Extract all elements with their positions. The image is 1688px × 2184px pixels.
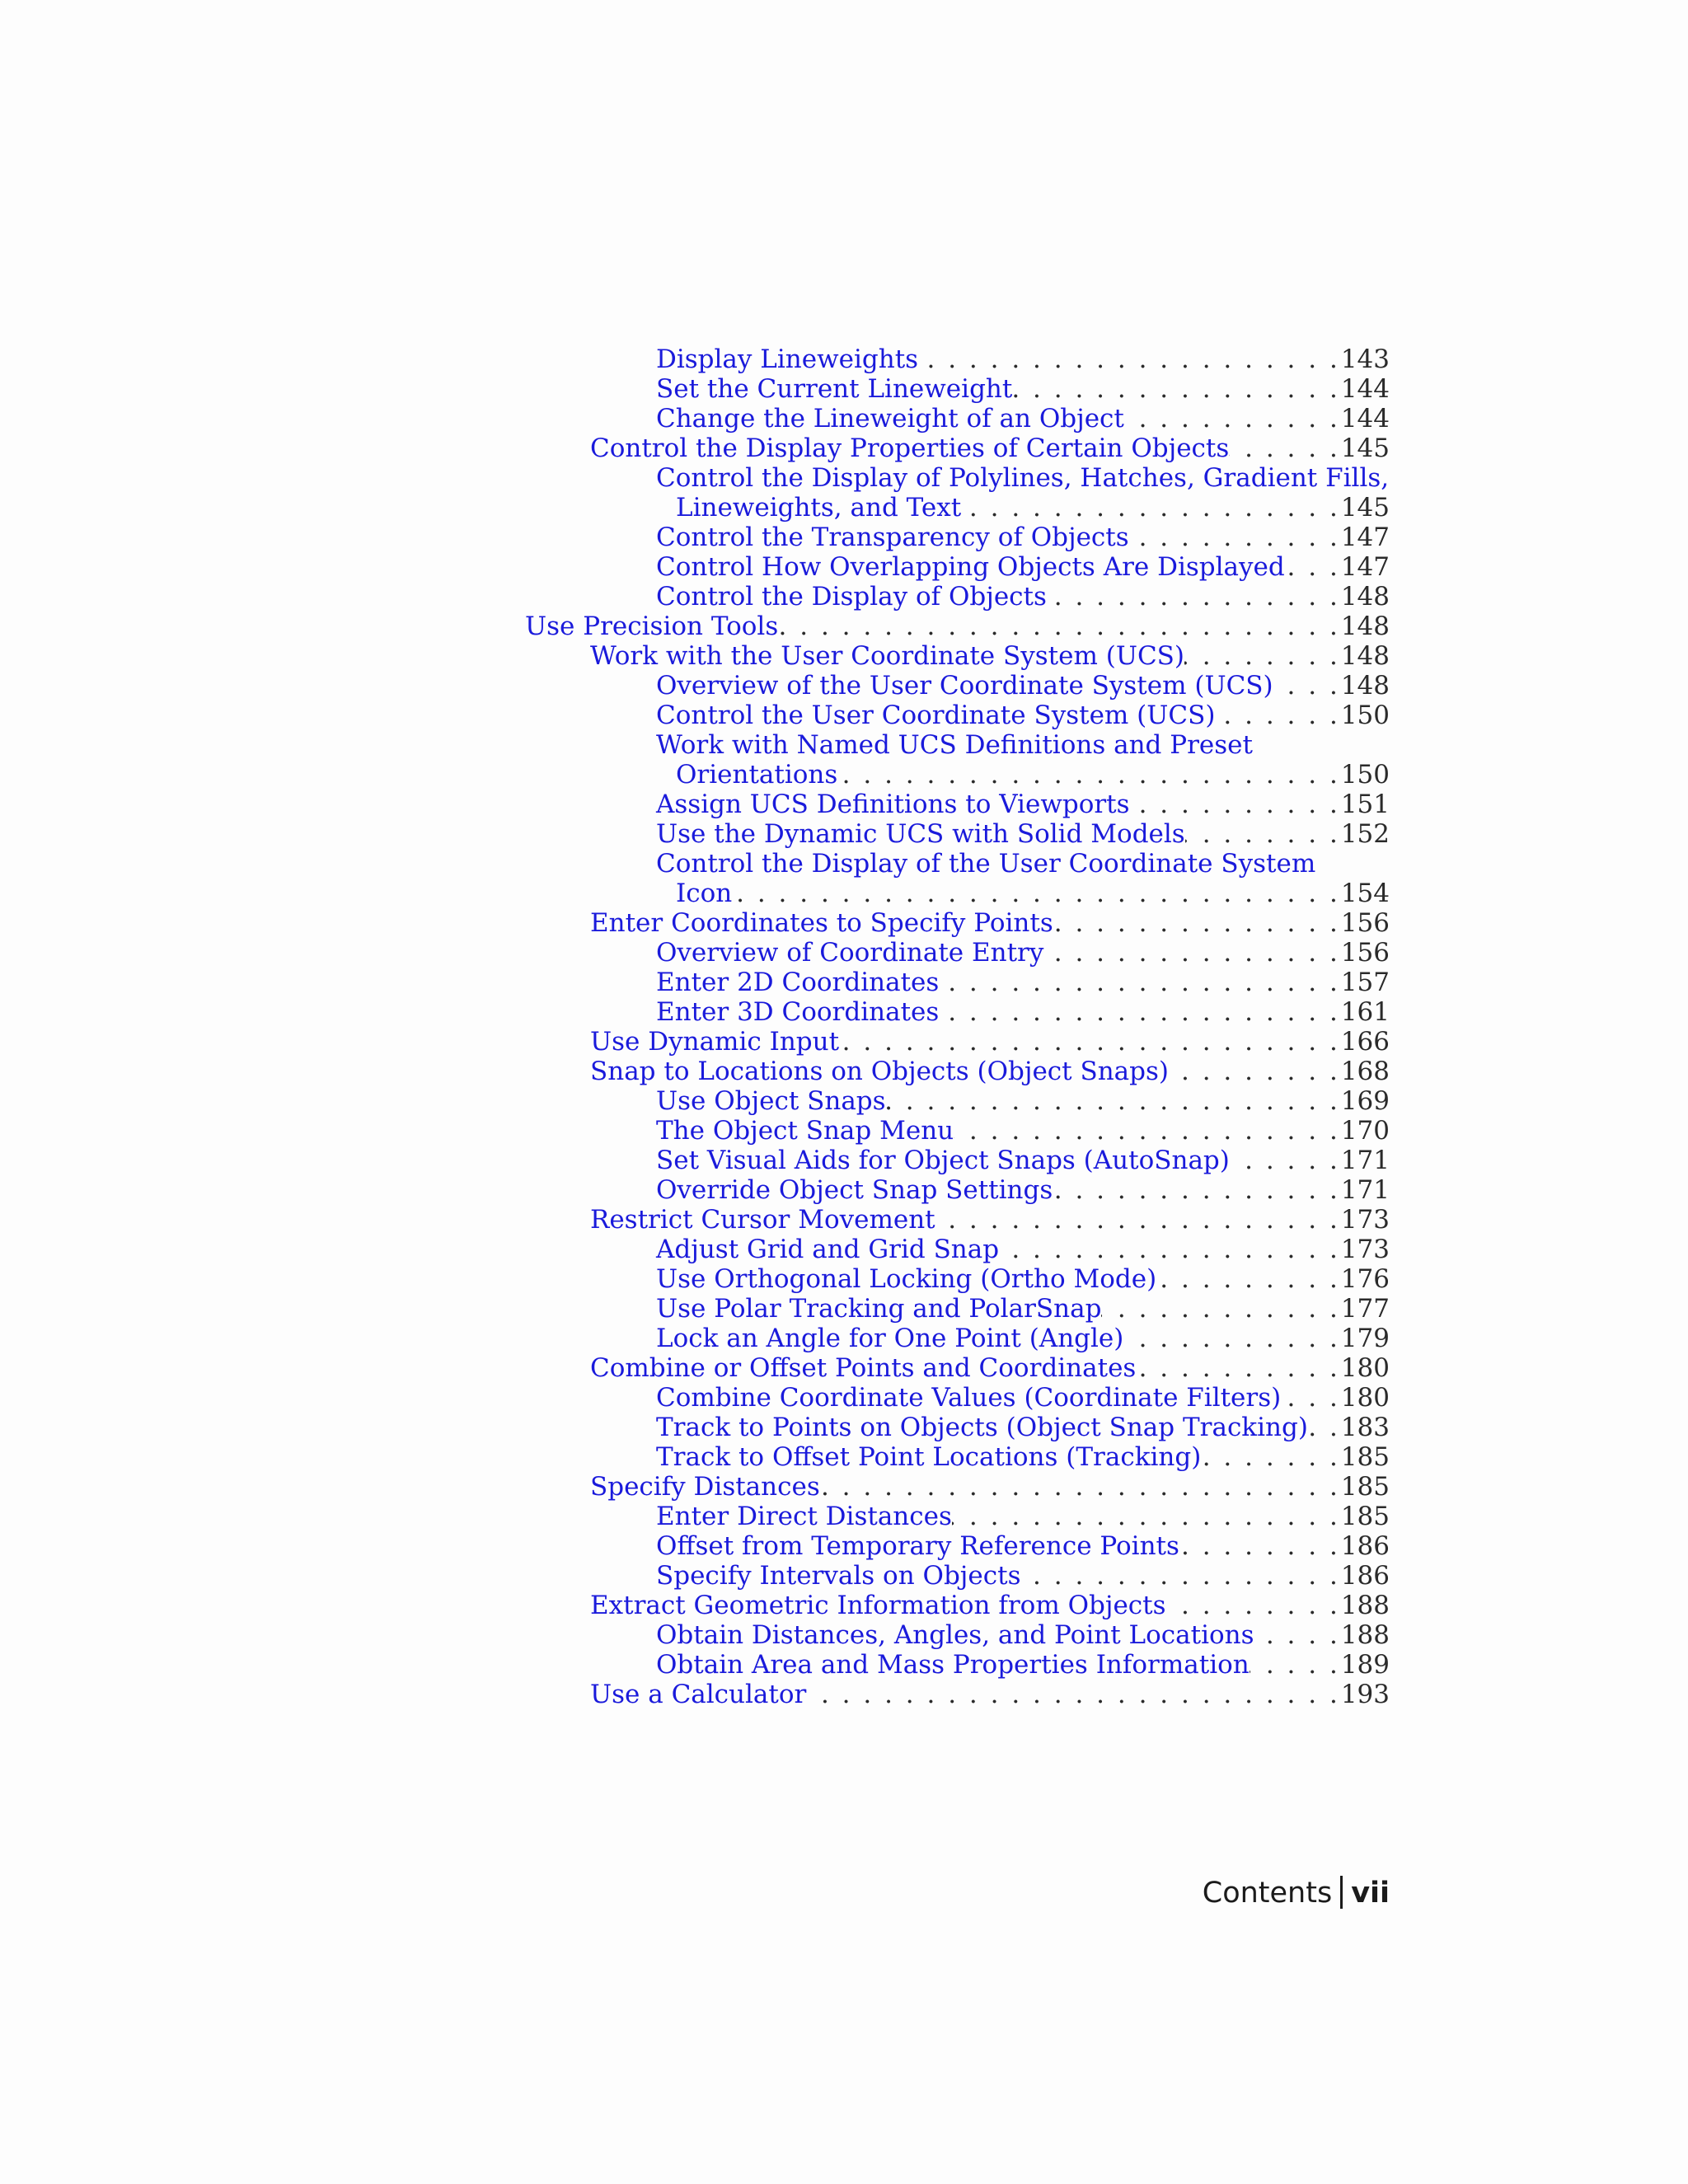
toc-entry-title: Control the Display of Polylines, Hatches, Gradient Fills, xyxy=(656,463,1390,493)
toc-entry-line xyxy=(590,1680,1390,1709)
toc-entry-line xyxy=(676,879,1390,908)
toc-entry-line xyxy=(656,1620,1390,1650)
toc-entry-page: 173 xyxy=(1340,1205,1390,1235)
dot-leader xyxy=(1012,374,1340,404)
toc-entry-title: Obtain Area and Mass Properties Information xyxy=(656,1650,1250,1680)
toc-entry-title: Track to Offset Point Locations (Tracking) xyxy=(656,1442,1202,1472)
toc-entry[interactable] xyxy=(0,374,1688,404)
toc-entry-title-continued: Orientations xyxy=(676,760,838,790)
toc-entry-title: Work with the User Coordinate System (UCS) xyxy=(590,641,1184,671)
dot-leader xyxy=(806,1680,1340,1709)
toc-entry-title: Control the Display Properties of Certain Objects xyxy=(590,434,1230,463)
toc-entry[interactable] xyxy=(0,1324,1688,1353)
toc-entry-page: 150 xyxy=(1340,701,1390,730)
toc-entry-line xyxy=(656,1561,1390,1591)
toc-entry-title: Enter 3D Coordinates xyxy=(656,997,940,1027)
toc-entry[interactable] xyxy=(0,1442,1688,1472)
dot-leader xyxy=(1201,1442,1341,1472)
toc-entry[interactable] xyxy=(0,1027,1688,1057)
toc-entry-line xyxy=(656,1264,1390,1294)
dot-leader xyxy=(820,1472,1341,1502)
toc-entry-title: Specify Distances xyxy=(590,1472,820,1502)
toc-entry-line xyxy=(590,434,1390,463)
toc-entry-title: Combine Coordinate Values (Coordinate Filters) xyxy=(656,1383,1282,1413)
toc-entry-page: 188 xyxy=(1340,1591,1390,1620)
toc-entry-line xyxy=(656,1294,1390,1324)
toc-entry-line xyxy=(656,997,1390,1027)
toc-entry[interactable] xyxy=(0,1620,1688,1650)
toc-entry-page: 147 xyxy=(1340,523,1390,552)
toc-entry-page: 166 xyxy=(1340,1027,1390,1057)
toc-entry-title: Control How Overlapping Objects Are Displayed xyxy=(656,552,1285,582)
toc-entry-line xyxy=(656,790,1390,819)
toc-entry-title: Change the Lineweight of an Object xyxy=(656,404,1124,434)
toc-entry-line xyxy=(656,938,1390,968)
toc-entry-title-continued: Lineweights, and Text xyxy=(676,493,962,523)
toc-entry-page: 157 xyxy=(1340,968,1390,997)
dot-leader xyxy=(1124,404,1341,434)
toc-entry-page: 150 xyxy=(1340,760,1390,790)
dot-leader xyxy=(961,493,1341,523)
toc-entry-title: Adjust Grid and Grid Snap xyxy=(656,1235,1000,1264)
toc-entry[interactable] xyxy=(0,1383,1688,1413)
toc-entry-page: 151 xyxy=(1340,790,1390,819)
footer-separator xyxy=(1340,1876,1343,1909)
toc-entry[interactable] xyxy=(0,1561,1688,1591)
toc-entry-page: 185 xyxy=(1340,1502,1390,1531)
toc-entry[interactable] xyxy=(0,1413,1688,1442)
toc-entry[interactable] xyxy=(0,1502,1688,1531)
toc-entry-line xyxy=(656,1324,1390,1353)
toc-entry[interactable] xyxy=(0,1531,1688,1561)
toc-entry-title: Set the Current Lineweight xyxy=(656,374,1013,404)
toc-entry[interactable] xyxy=(0,1086,1688,1116)
toc-entry-title: Snap to Locations on Objects (Object Snaps) xyxy=(590,1057,1170,1086)
footer-section-label: Contents xyxy=(1202,1877,1333,1910)
dot-leader xyxy=(935,1205,1341,1235)
toc-entry-line xyxy=(656,374,1390,404)
toc-entry-line xyxy=(590,1057,1390,1086)
toc-entry-title: Overview of Coordinate Entry xyxy=(656,938,1044,968)
dot-leader xyxy=(839,1027,1341,1057)
toc-entry-page: 176 xyxy=(1340,1264,1390,1294)
toc-entry[interactable] xyxy=(0,819,1688,849)
dot-leader xyxy=(939,968,1341,997)
dot-leader xyxy=(1123,1324,1340,1353)
toc-entry-title: Restrict Cursor Movement xyxy=(590,1205,935,1235)
toc-entry[interactable] xyxy=(0,1650,1688,1680)
toc-entry-line xyxy=(656,730,1390,760)
dot-leader xyxy=(1101,1294,1340,1324)
dot-leader xyxy=(1215,701,1340,730)
footer-page-number: vii xyxy=(1351,1877,1390,1910)
toc-entry[interactable] xyxy=(0,523,1688,552)
toc-entry-title: Enter Direct Distances xyxy=(656,1502,952,1531)
dot-leader xyxy=(1254,1620,1341,1650)
toc-entry-line xyxy=(656,1086,1390,1116)
dot-leader xyxy=(886,1086,1341,1116)
toc-entry-line xyxy=(590,908,1390,938)
toc-entry-page: 145 xyxy=(1340,493,1390,523)
toc-entry-line xyxy=(590,1027,1390,1057)
toc-entry-page: 171 xyxy=(1340,1146,1390,1175)
toc-entry[interactable] xyxy=(0,1353,1688,1383)
dot-leader xyxy=(1250,1650,1341,1680)
toc-entry-page: 173 xyxy=(1340,1235,1390,1264)
dot-leader xyxy=(1130,790,1341,819)
toc-entry-line xyxy=(656,1175,1390,1205)
dot-leader xyxy=(1053,1175,1341,1205)
toc-entry[interactable] xyxy=(0,1116,1688,1146)
toc-entry-page: 143 xyxy=(1340,344,1390,374)
toc-entry-page: 161 xyxy=(1340,997,1390,1027)
toc-entry[interactable] xyxy=(0,612,1688,641)
dot-leader xyxy=(1129,523,1341,552)
toc-entry-title: Enter 2D Coordinates xyxy=(656,968,940,997)
dot-leader xyxy=(1281,1383,1341,1413)
dot-leader xyxy=(1156,1264,1341,1294)
dot-leader xyxy=(1136,1353,1340,1383)
toc-entry-title: Use Object Snaps xyxy=(656,1086,886,1116)
toc-entry-page: 144 xyxy=(1340,374,1390,404)
toc-entry-title: Use Dynamic Input xyxy=(590,1027,840,1057)
dot-leader xyxy=(1273,671,1341,701)
toc-entry-title: The Object Snap Menu xyxy=(656,1116,954,1146)
toc-entry-page: 148 xyxy=(1340,612,1390,641)
toc-entry-line xyxy=(525,612,1390,641)
toc-entry-title: Use Precision Tools xyxy=(525,612,779,641)
toc-entry-page: 183 xyxy=(1340,1413,1390,1442)
toc-entry-page: 156 xyxy=(1340,908,1390,938)
toc-entry-line xyxy=(656,1413,1390,1442)
toc-entry-title: Use the Dynamic UCS with Solid Models xyxy=(656,819,1185,849)
toc-entry-line xyxy=(656,968,1390,997)
toc-entry-title: Assign UCS Definitions to Viewports xyxy=(656,790,1130,819)
toc-entry-page: 179 xyxy=(1340,1324,1390,1353)
toc-entry-line xyxy=(656,819,1390,849)
toc-entry-title: Use Orthogonal Locking (Ortho Mode) xyxy=(656,1264,1157,1294)
dot-leader xyxy=(778,612,1341,641)
toc-entry-line xyxy=(656,849,1390,879)
dot-leader xyxy=(1166,1591,1341,1620)
toc-entry[interactable] xyxy=(0,938,1688,968)
toc-entry-title: Use a Calculator xyxy=(590,1680,807,1709)
toc-entry-line xyxy=(656,1383,1390,1413)
toc-entry-title: Display Lineweights xyxy=(656,344,919,374)
toc-entry-line xyxy=(656,463,1390,493)
dot-leader xyxy=(1047,582,1341,612)
toc-entry[interactable] xyxy=(0,997,1688,1027)
dot-leader xyxy=(918,344,1341,374)
toc-entry-page: 168 xyxy=(1340,1057,1390,1086)
toc-entry[interactable] xyxy=(0,463,1688,523)
toc-entry-line xyxy=(656,1146,1390,1175)
toc-entry-page: 177 xyxy=(1340,1294,1390,1324)
toc-entry[interactable] xyxy=(0,1472,1688,1502)
toc-entry-title: Track to Points on Objects (Object Snap Tracking) xyxy=(656,1413,1308,1442)
toc-entry[interactable] xyxy=(0,968,1688,997)
page-footer xyxy=(989,1876,1390,1910)
toc-entry-page: 170 xyxy=(1340,1116,1390,1146)
toc-entry-line xyxy=(656,1235,1390,1264)
toc-entry[interactable] xyxy=(0,582,1688,612)
toc-entry[interactable] xyxy=(0,701,1688,730)
toc-entry-title: Extract Geometric Information from Objects xyxy=(590,1591,1166,1620)
toc-entry-title: Overview of the User Coordinate System (UCS) xyxy=(656,671,1273,701)
toc-entry-line xyxy=(590,1205,1390,1235)
toc-entry-line xyxy=(676,493,1390,523)
toc-entry-line xyxy=(656,701,1390,730)
toc-entry[interactable] xyxy=(0,730,1688,790)
dot-leader xyxy=(1185,819,1341,849)
toc-entry-title: Override Object Snap Settings xyxy=(656,1175,1053,1205)
toc-entry-title: Control the Display of Objects xyxy=(656,582,1047,612)
toc-entry[interactable] xyxy=(0,1264,1688,1294)
toc-entry-title-continued: Icon xyxy=(676,879,733,908)
toc-entry-title: Work with Named UCS Definitions and Preset xyxy=(656,730,1253,760)
toc-entry[interactable] xyxy=(0,1235,1688,1264)
toc-entry-line xyxy=(656,1650,1390,1680)
toc-entry[interactable] xyxy=(0,849,1688,908)
dot-leader xyxy=(939,997,1341,1027)
toc-entry-title: Control the Transparency of Objects xyxy=(656,523,1129,552)
toc-entry[interactable] xyxy=(0,908,1688,938)
toc-entry-page: 185 xyxy=(1340,1442,1390,1472)
toc-entry-title: Combine or Offset Points and Coordinates xyxy=(590,1353,1137,1383)
toc-entry-page: 171 xyxy=(1340,1175,1390,1205)
toc-entry-line xyxy=(656,1116,1390,1146)
toc-entry[interactable] xyxy=(0,1146,1688,1175)
toc-entry-page: 144 xyxy=(1340,404,1390,434)
toc-entry-page: 154 xyxy=(1340,879,1390,908)
dot-leader xyxy=(1053,908,1341,938)
toc-entry[interactable] xyxy=(0,404,1688,434)
toc-entry-line xyxy=(590,1472,1390,1502)
dot-leader xyxy=(1020,1561,1340,1591)
toc-entry-line xyxy=(656,582,1390,612)
toc-entry-page: 145 xyxy=(1340,434,1390,463)
toc-entry-line xyxy=(656,523,1390,552)
toc-entry-title: Control the Display of the User Coordinate System xyxy=(656,849,1316,879)
toc-entry-title: Use Polar Tracking and PolarSnap xyxy=(656,1294,1102,1324)
toc-entry-line xyxy=(656,671,1390,701)
dot-leader xyxy=(1184,641,1341,671)
dot-leader xyxy=(952,1502,1341,1531)
toc-entry-page: 186 xyxy=(1340,1531,1390,1561)
toc-entry-page: 156 xyxy=(1340,938,1390,968)
toc-entry[interactable] xyxy=(0,434,1688,463)
toc-entry-page: 169 xyxy=(1340,1086,1390,1116)
toc-entry-title: Obtain Distances, Angles, and Point Locations xyxy=(656,1620,1254,1650)
dot-leader xyxy=(1179,1531,1341,1561)
toc-entry-line xyxy=(590,641,1390,671)
toc-entry-title: Enter Coordinates to Specify Points xyxy=(590,908,1053,938)
toc-entry[interactable] xyxy=(0,1591,1688,1620)
toc-entry-page: 185 xyxy=(1340,1472,1390,1502)
toc-entry[interactable] xyxy=(0,1205,1688,1235)
toc-entry-page: 180 xyxy=(1340,1353,1390,1383)
dot-leader xyxy=(1043,938,1340,968)
dot-leader xyxy=(732,879,1341,908)
toc-entry[interactable] xyxy=(0,1175,1688,1205)
toc-entry-page: 147 xyxy=(1340,552,1390,582)
toc-entry-line xyxy=(656,1502,1390,1531)
toc-entry-page: 188 xyxy=(1340,1620,1390,1650)
toc-entry-line xyxy=(656,1442,1390,1472)
toc-entry-line xyxy=(590,1591,1390,1620)
dot-leader xyxy=(1308,1413,1341,1442)
toc-entry-page: 148 xyxy=(1340,582,1390,612)
toc-entry-line xyxy=(590,1353,1390,1383)
dot-leader xyxy=(837,760,1341,790)
toc-entry-title: Set Visual Aids for Object Snaps (AutoSnap) xyxy=(656,1146,1230,1175)
toc-entry-title: Control the User Coordinate System (UCS) xyxy=(656,701,1216,730)
toc-entry[interactable] xyxy=(0,790,1688,819)
toc-entry-page: 193 xyxy=(1340,1680,1390,1709)
toc-entry-page: 189 xyxy=(1340,1650,1390,1680)
dot-leader xyxy=(1169,1057,1341,1086)
toc-entry[interactable] xyxy=(0,641,1688,671)
toc-entry-page: 148 xyxy=(1340,671,1390,701)
toc-entry-page: 152 xyxy=(1340,819,1390,849)
dot-leader xyxy=(1285,552,1341,582)
toc-entry[interactable] xyxy=(0,1057,1688,1086)
dot-leader xyxy=(999,1235,1341,1264)
toc-entry-page: 180 xyxy=(1340,1383,1390,1413)
toc-entry-line xyxy=(656,344,1390,374)
toc-entry-title: Offset from Temporary Reference Points xyxy=(656,1531,1179,1561)
toc-entry-page: 148 xyxy=(1340,641,1390,671)
toc-entry-title: Specify Intervals on Objects xyxy=(656,1561,1021,1591)
toc-entry[interactable] xyxy=(0,671,1688,701)
table-of-contents xyxy=(0,344,1688,1709)
dot-leader xyxy=(1229,434,1341,463)
dot-leader xyxy=(954,1116,1341,1146)
toc-entry[interactable] xyxy=(0,552,1688,582)
dot-leader xyxy=(1230,1146,1341,1175)
toc-entry-page: 186 xyxy=(1340,1561,1390,1591)
toc-entry[interactable] xyxy=(0,344,1688,374)
toc-entry-line xyxy=(656,404,1390,434)
toc-entry[interactable] xyxy=(0,1680,1688,1709)
toc-entry-line xyxy=(656,1531,1390,1561)
toc-entry[interactable] xyxy=(0,1294,1688,1324)
toc-entry-title: Lock an Angle for One Point (Angle) xyxy=(656,1324,1124,1353)
toc-entry-line xyxy=(676,760,1390,790)
toc-entry-line xyxy=(656,552,1390,582)
